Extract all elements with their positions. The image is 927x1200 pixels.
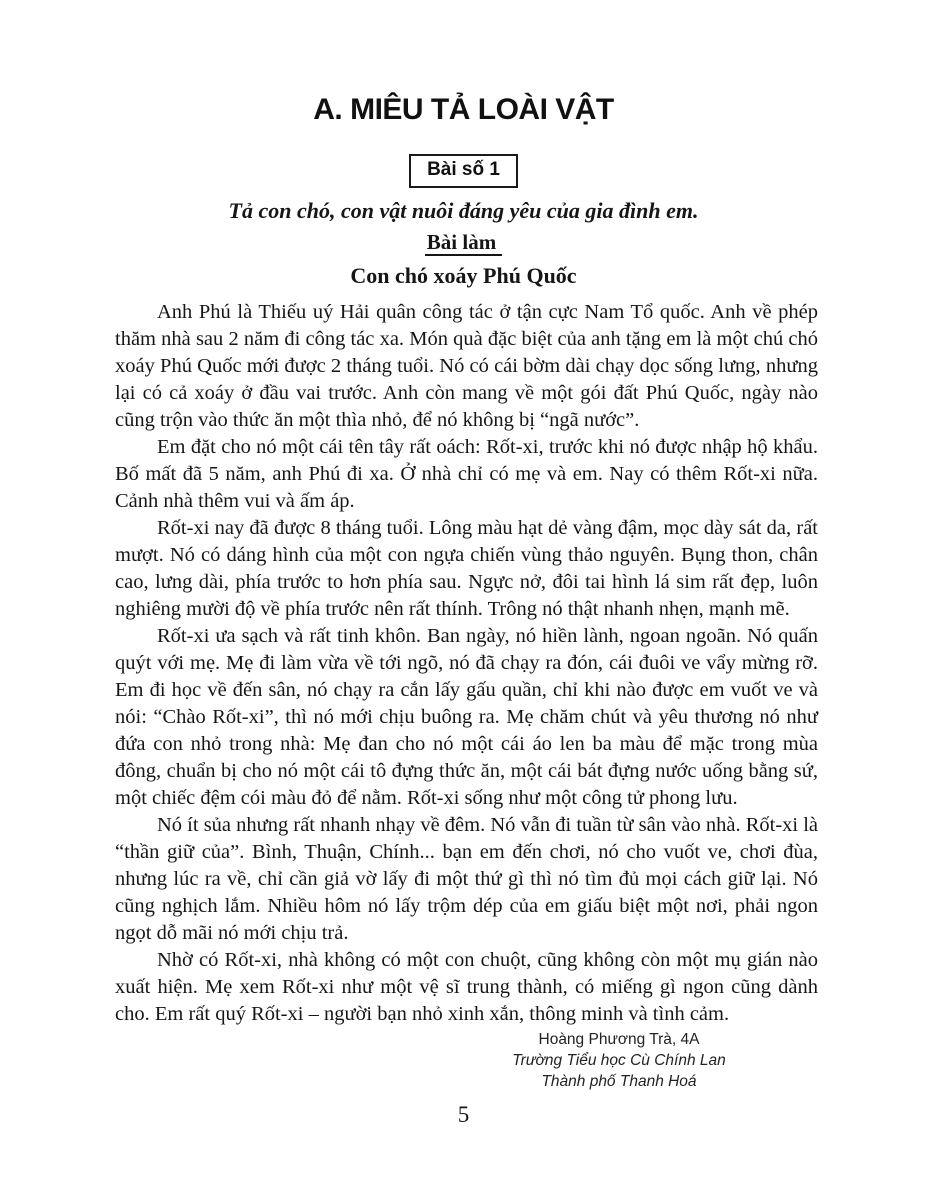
essay-body [115,299,818,1028]
author-name: Hoàng Phương Trà, 4A [538,1031,700,1048]
essay-paragraph: Em đặt cho nó một cái tên tây rất oách: Rốt-xi, trước khi nó được nhập hộ khẩu. Bố mất đã 5 năm, anh Phú đi xa. Ở nhà chỉ có mẹ và em. Nay có thêm Rốt-xi nữa. Cảnh nhà thêm vui và ấm áp. [115,436,818,512]
essay-paragraph: Anh Phú là Thiếu uý Hải quân công tác ở tận cực Nam Tổ quốc. Anh về phép thăm nhà sau 2 năm đi công tác xa. Món quà đặc biệt của anh tặng em là một chú chó xoáy Phú Quốc mới được 2 tháng tuổi. Nó có cái bờm dài chạy dọc sống lưng, nhưng lại có cả xoáy ở đầu vai trước. Anh còn mang về một gói đất Phú Quốc, ngày nào cũng trộn vào thức ăn một thìa nhỏ, để nó không bị “ngã nước”. [115,301,818,431]
author-school: Trường Tiểu học Cù Chính Lan [512,1052,726,1069]
page-number: 5 [457,1102,470,1127]
section-title: A. MIÊU TẢ LOÀI VẬT [313,93,614,126]
essay-heading: Bài làm [425,232,502,256]
author-signature [459,1029,779,1092]
essay-paragraph: Nhờ có Rốt-xi, nhà không có một con chuột, cũng không còn một mụ gián nào xuất hiện. Mẹ xem Rốt-xi như một vệ sĩ trung thành, có miếng gì ngon cũng dành cho. Em rất quý Rốt-xi – người bạn nhỏ xinh xắn, thông minh và tình cảm. [115,949,818,1025]
author-city: Thành phố Thanh Hoá [541,1073,697,1090]
essay-title: Con chó xoáy Phú Quốc [350,263,577,288]
essay-paragraph: Rốt-xi ưa sạch và rất tinh khôn. Ban ngày, nó hiền lành, ngoan ngoãn. Nó quấn quýt với mẹ. Mẹ đi làm vừa về tới ngõ, nó đã chạy ra đón, cái đuôi ve vẩy mừng rỡ. Em đi học về đến sân, nó chạy ra cắn lấy gấu quần, chỉ khi nào được em vuốt ve và nói: “Chào Rốt-xi”, thì nó mới chịu buông ra. Mẹ chăm chút và yêu thương nó như đứa con nhỏ trong nhà: Mẹ đan cho nó một cái áo len ba màu để mặc trong mùa đông, chuẩn bị cho nó một cái tô đựng thức ăn, một cái bát đựng nước uống bằng sứ, một chiếc đệm cói màu đỏ để nằm. Rốt-xi sống như một công tử phong lưu. [115,625,818,809]
essay-paragraph: Rốt-xi nay đã được 8 tháng tuổi. Lông màu hạt dẻ vàng đậm, mọc dày sát da, rất mượt. Nó có dáng hình của một con ngựa chiến vùng thảo nguyên. Bụng thon, chân cao, lưng dài, phía trước to hơn phía sau. Ngực nở, đôi tai hình lá sim rất đẹp, luôn nghiêng mười độ về phía trước nên rất thính. Trông nó thật nhanh nhẹn, mạnh mẽ. [115,517,818,620]
essay-prompt: Tả con chó, con vật nuôi đáng yêu của gia đình em. [228,198,699,223]
lesson-badge-row [0,154,927,188]
essay-heading-row [0,232,927,256]
lesson-number-badge: Bài số 1 [409,154,518,188]
essay-paragraph: Nó ít sủa nhưng rất nhanh nhạy về đêm. Nó vẫn đi tuần từ sân vào nhà. Rốt-xi là “thần giữ của”. Bình, Thuận, Chính... bạn em đến chơi, nó cho vuốt ve, chơi đùa, nhưng lúc ra về, chỉ cần giả vờ lấy đi một thứ gì thì nó tìm đủ mọi cách giữ lại. Nó cũng nghịch lắm. Nhiều hôm nó lấy trộm dép của em giấu biệt một nơi, phải ngon ngọt dỗ mãi nó mới chịu trả. [115,814,819,944]
